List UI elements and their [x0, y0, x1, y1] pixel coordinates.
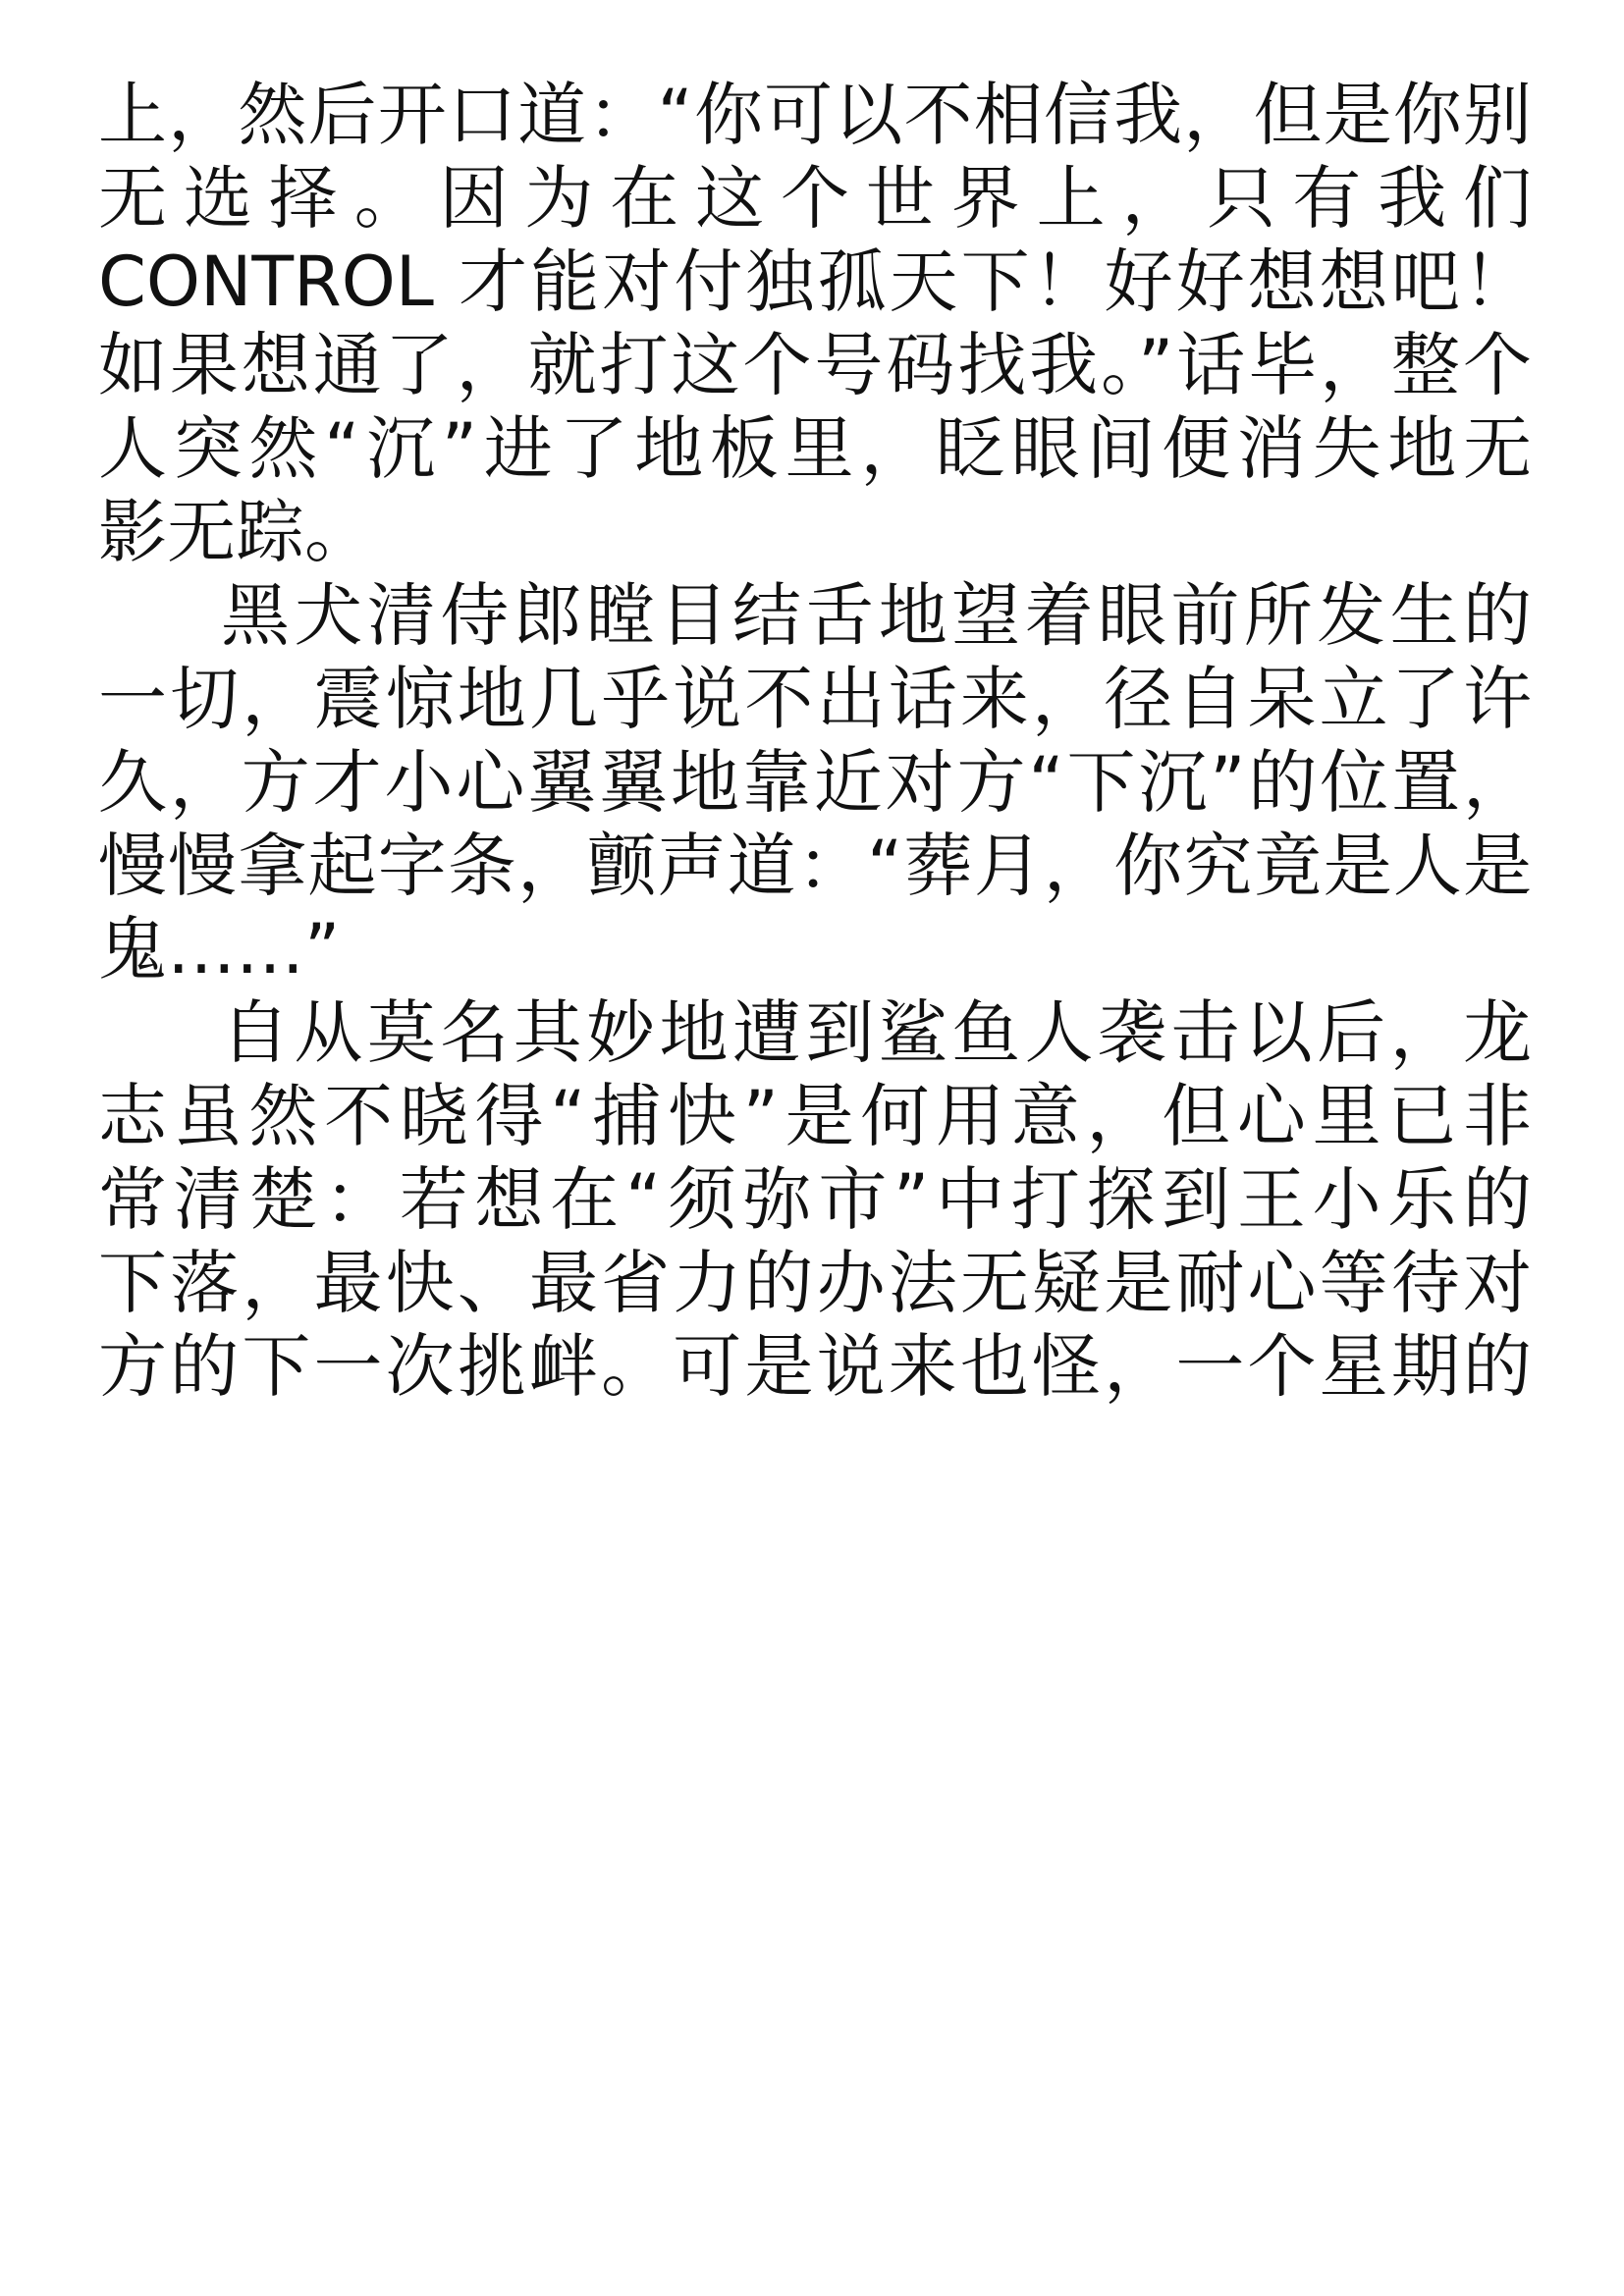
text-line: CONTROL 才能对付独孤天下！好好想想吧！ — [98, 241, 1532, 322]
text-line: 上，然后开口道：“你可以不相信我，但是你别 — [98, 75, 1532, 155]
text-line: 鬼……” — [98, 909, 341, 989]
text-line: 常清楚：若想在“须弥市”中打探到王小乐的 — [98, 1159, 1532, 1240]
text-line: 无选择。因为在这个世界上，只有我们 — [98, 158, 1532, 239]
text-line: 志虽然不晓得“捕快”是何用意，但心里已非 — [98, 1076, 1532, 1156]
text-line: 如果想通了，就打这个号码找我。”话毕，整个 — [98, 325, 1532, 405]
paragraph-first-line: 黑犬清侍郎瞠目结舌地望着眼前所发生的 — [221, 575, 1532, 656]
text-line: 久，方才小心翼翼地靠近对方“下沉”的位置， — [98, 742, 1532, 823]
text-line: 下落，最快、最省力的办法无疑是耐心等待对 — [98, 1243, 1532, 1323]
text-line: 慢慢拿起字条，颤声道：“葬月，你究竟是人是 — [98, 826, 1532, 906]
text-line: 人突然“沉”进了地板里，眨眼间便消失地无 — [98, 408, 1532, 489]
paragraph-first-line: 自从莫名其妙地遭到鲨鱼人袭击以后，龙 — [221, 992, 1532, 1073]
text-line: 一切，震惊地几乎说不出话来，径自呆立了许 — [98, 659, 1532, 739]
text-line: 方的下一次挑衅。可是说来也怪，一个星期的 — [98, 1326, 1532, 1407]
text-line: 影无踪。 — [98, 492, 373, 572]
